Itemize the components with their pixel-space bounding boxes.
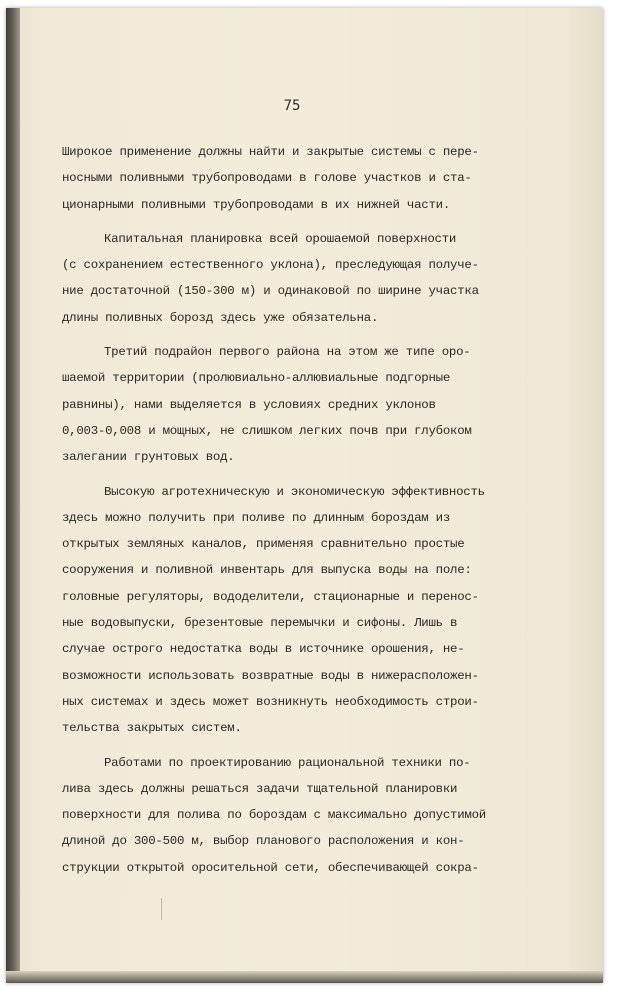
text-line: (с сохранением естественного уклона), преследующая получе- [62, 258, 479, 273]
paragraph [62, 226, 532, 331]
page-number: 75 [283, 98, 301, 114]
text-line: ционарными поливными трубопроводами в их нижней части. [62, 197, 451, 212]
book-gutter [6, 8, 20, 983]
text-line: сооружения и поливной инвентарь для выпуска воды на поле: [62, 563, 472, 578]
text-line: здесь можно получить при поливе по длинным бороздам из [62, 510, 451, 525]
paragraph [62, 479, 532, 742]
text-line: ные водовыпуски, брезентовые перемычки и сифоны. Лишь в [62, 616, 458, 631]
text-line: Третий подрайон первого района на этом же типе оро- [104, 345, 471, 360]
text-line: поверхности для полива по бороздам с максимально допустимой [62, 808, 486, 823]
document-page [6, 8, 603, 983]
text-line: залегании грунтовых вод. [62, 450, 235, 465]
text-line: возможности использовать возвратные воды в нижерасположен- [62, 668, 479, 683]
text-line: 0,003-0,008 и мощных, не слишком легких почв при глубоком [62, 423, 472, 438]
page-bottom-edge [6, 971, 603, 983]
body-text [62, 139, 532, 881]
paragraph [62, 139, 532, 218]
text-line: Работами по проектированию рациональной техники по- [104, 755, 471, 770]
text-line: равнины), нами выделяется в условиях средних уклонов [62, 397, 436, 412]
text-line: лива здесь должны решаться задачи тщательной планировки [62, 781, 458, 796]
text-line: случае острого недостатка воды в источнике орошения, не- [62, 642, 465, 657]
text-line: ных системах и здесь может возникнуть необходимость строи- [62, 694, 479, 709]
text-line: носными поливными трубопроводами в голове участков и ста- [62, 171, 472, 186]
text-line: струкции открытой оросительной сети, обеспечивающей сокра- [62, 860, 479, 875]
paragraph [62, 339, 532, 470]
paper-mark [161, 898, 162, 920]
text-line: Капитальная планировка всей орошаемой поверхности [104, 231, 457, 246]
paragraph [62, 750, 532, 881]
text-line: ние достаточной (150-300 м) и одинаковой по ширине участка [62, 284, 479, 299]
text-line: тельства закрытых систем. [62, 721, 242, 736]
text-line: шаемой территории (пролювиально-аллювиальные подгорные [62, 371, 451, 386]
text-line: головные регуляторы, вододелители, стационарные и перенос- [62, 589, 479, 604]
text-line: длиной до 300-500 м, выбор планового расположения и кон- [62, 834, 465, 849]
text-line: длины поливных борозд здесь уже обязательна. [62, 310, 379, 325]
text-line: Широкое применение должны найти и закрытые системы с пере- [62, 145, 479, 159]
text-line: Высокую агротехническую и экономическую эффективность [104, 484, 485, 499]
text-line: открытых земляных каналов, применяя сравнительно простые [62, 537, 465, 552]
